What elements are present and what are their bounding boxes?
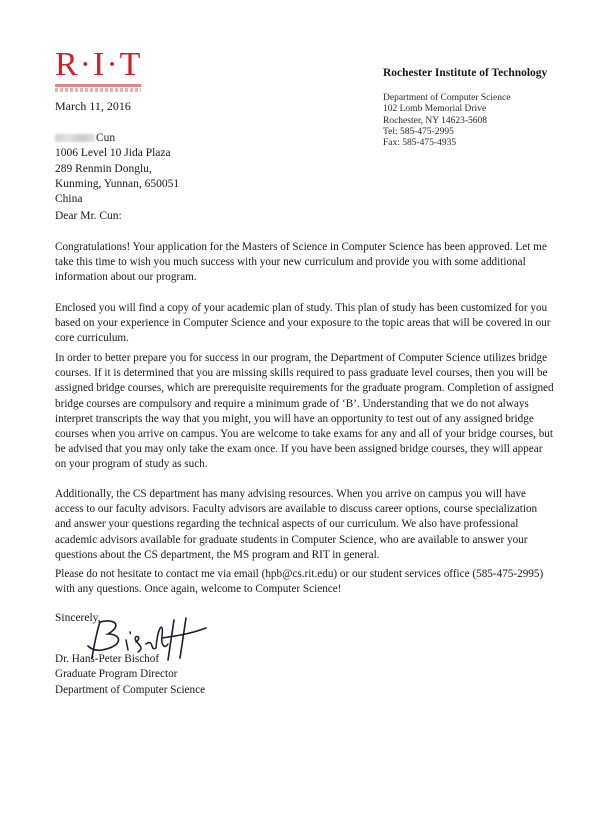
recipient-surname: Cun [96,132,116,144]
department-address-line2: Rochester, NY 14623-5608 [383,115,488,126]
recipient-name-line [55,131,179,146]
department-tel: Tel: 585-475-2995 [383,126,454,137]
logo-subline [55,88,141,92]
redacted-name [55,134,95,142]
signer-title: Graduate Program Director [55,668,178,681]
closing: Sincerely, [55,612,101,624]
department-address-line1: 102 Lomb Memorial Drive [383,104,487,115]
rit-logo [55,48,150,92]
paragraph-congratulations: Congratulations! Your application for the Masters of Science in Computer Science has been approved. Let me take this time to wish you much success with your new curriculum and provide you with some additional information about our program. [55,241,547,284]
institution-name: Rochester Institute of Technology [383,67,548,79]
paragraph-contact: Please do not hesitate to contact me via email (hpb@cs.rit.edu) or our student services office (585-475-2995) with any questions. Once again, welcome to Computer Science! [55,568,544,596]
recipient-line4: China [55,193,83,206]
recipient-address [55,131,179,207]
signer-department: Department of Computer Science [55,683,206,696]
signer-block [55,652,205,698]
signer-name: Dr. Hans-Peter Bischof [55,653,160,665]
recipient-line1: 1006 Level 10 Jida Plaza [55,147,171,160]
logo-text: R·I·T [55,46,143,83]
paragraph-advising: Additionally, the CS department has many advising resources. When you arrive on campus you will have access to our faculty advisors. Faculty advisors are available to discuss career options, course specialization and answer your questions regarding the technical aspects of our curriculum. We also have professional academic advisors available for graduate students in Computer Science, who are available to answer your questions about the CS department, the MS program and RIT in general. [55,488,538,561]
paragraph-bridge-courses: In order to better prepare you for success in our program, the Department of Computer Science utilizes bridge courses. If it is determined that you are missing skills required to pass graduate level courses, then you will be assigned bridge courses, which are prerequisite requirements for the graduate program. Completion of assigned bridge courses are compulsory and require a minimum grade of ‘B’. Understanding that we do not always interpret transcripts the way that you might, you will have an opportunity to test out of any assigned bridge courses when you arrive on campus. You are welcome to take exams for any and all of your bridge courses, but be advised that you may only take the exam once. If you have been assigned bridge courses, they will appear on your program of study as such. [55,352,554,471]
recipient-line2: 289 Renmin Donglu, [55,162,152,175]
logo-rule [55,84,141,87]
letter-date: March 11, 2016 [55,99,131,113]
salutation: Dear Mr. Cun: [55,210,122,222]
department-address-block [383,93,510,149]
paragraph-plan-of-study: Enclosed you will find a copy of your academic plan of study. This plan of study has been customized for you based on your experience in Computer Science and your exposure to the topic areas that will be covered in our core curriculum. [55,302,551,345]
department-fax: Fax: 585-475-4935 [383,138,457,149]
department-name: Department of Computer Science [383,93,511,103]
recipient-line3: Kunming, Yunnan, 650051 [55,177,180,190]
